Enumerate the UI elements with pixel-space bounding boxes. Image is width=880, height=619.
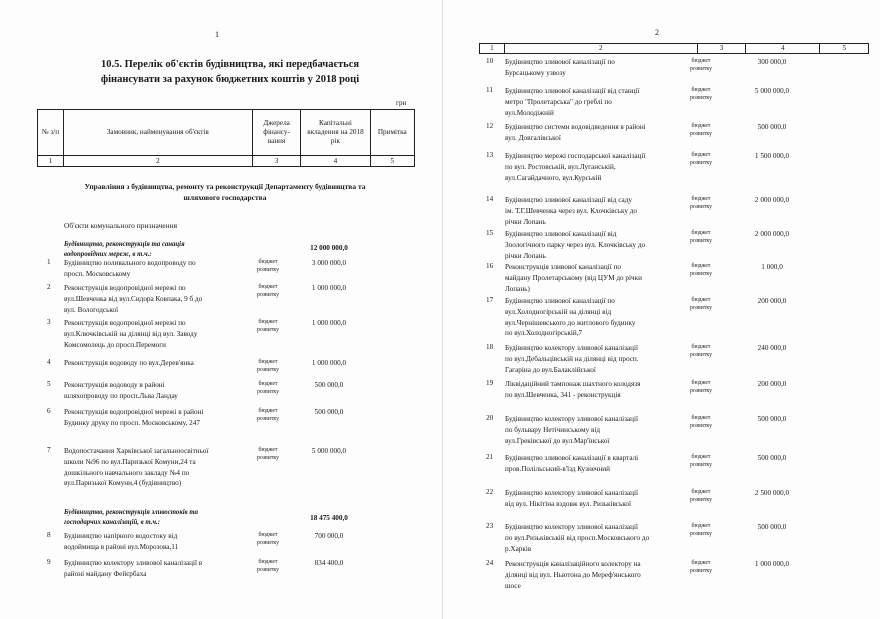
- row-number: 2: [47, 283, 51, 291]
- group-line-2: господарчих каналізацій, в т.ч.:: [64, 519, 160, 526]
- object-name-line: Будівництво колектору зливової каналізації: [505, 489, 638, 497]
- title-line-1: 10.5. Перелік об'єктів будівництва, які передбачається: [100, 59, 360, 70]
- funding-source: [248, 558, 288, 574]
- object-name: [505, 86, 705, 118]
- object-name-line: вул.Ключківській на ділянці від вул. Заводу: [64, 329, 198, 338]
- funding-source: [681, 453, 721, 469]
- object-name: [64, 283, 254, 315]
- funding-source-line: розвитку: [689, 305, 713, 311]
- object-name-line: річки Лопань: [505, 251, 546, 260]
- object-name-line: Будівництво зливової каналізації в кварталі: [505, 454, 639, 462]
- funding-source-line: розвитку: [256, 455, 280, 461]
- funding-source-line: розвитку: [256, 292, 280, 298]
- funding-source-line: розвитку: [689, 423, 713, 429]
- object-name-line: Будівництво зливової каналізації від станції: [505, 87, 640, 95]
- funding-source-line: бюджет: [691, 58, 711, 64]
- subsection-heading: Об'єкти комунального призначення: [64, 221, 178, 230]
- row-number: 17: [486, 296, 494, 304]
- funding-source-line: бюджет: [691, 230, 711, 236]
- object-name: [505, 229, 705, 261]
- funding-source-line: розвитку: [256, 540, 280, 546]
- funding-source-line: розвитку: [256, 567, 280, 573]
- page-number: 1: [215, 30, 219, 39]
- funding-source-line: розвитку: [256, 327, 280, 333]
- object-name: [505, 57, 705, 79]
- header-num-2: 2: [63, 156, 252, 167]
- row-number: 7: [47, 446, 51, 454]
- object-name: [505, 122, 705, 144]
- funding-source-line: бюджет: [691, 123, 711, 129]
- object-name-line: Будівництво колектору зливової каналізації: [505, 415, 638, 423]
- funding-source-line: розвитку: [689, 352, 713, 358]
- funding-source-line: розвитку: [256, 367, 280, 373]
- investment-value: 500 000,0: [314, 381, 344, 389]
- row-number: 24: [486, 559, 494, 567]
- funding-source: [681, 262, 721, 278]
- investment-value: 240 000,0: [757, 344, 787, 352]
- object-name-line: дошкільного навчального закладу №4 по: [64, 468, 190, 477]
- row-number: 22: [486, 488, 494, 496]
- object-name-line: Будівництво напірного водостоку від: [64, 532, 178, 540]
- row-number: 19: [486, 379, 494, 387]
- investment-value: 2 000 000,0: [754, 230, 790, 238]
- investment-value: 2 500 000,0: [754, 489, 790, 497]
- funding-source: [681, 559, 721, 575]
- row-number: 1: [47, 258, 51, 266]
- object-name-line: Будівництво зливової каналізації по: [505, 297, 615, 305]
- funding-source-line: бюджет: [258, 447, 278, 453]
- investment-value: 300 000,0: [757, 58, 787, 66]
- object-name-line: метро "Пролетарська" до греблі по: [505, 97, 612, 106]
- funding-source: [681, 343, 721, 359]
- row-number: 16: [486, 262, 494, 270]
- object-name-line: Будівництво зливової каналізації від саду: [505, 196, 632, 204]
- row-number: 18: [486, 343, 494, 351]
- group-heading-water: [64, 240, 185, 260]
- object-name-line: по вул.Холодногірській,7: [505, 329, 583, 338]
- object-name: [505, 343, 705, 375]
- investment-value: 200 000,0: [757, 297, 787, 305]
- object-name: [64, 318, 254, 350]
- object-name-line: шосе: [505, 581, 521, 590]
- investment-value: 1 000 000,0: [754, 560, 790, 568]
- funding-source-line: бюджет: [691, 380, 711, 386]
- row-number: 5: [47, 380, 51, 388]
- funding-source: [248, 446, 288, 462]
- object-name-line: вул.Сагайдачного, вул.Курській: [505, 173, 602, 182]
- funding-source-line: бюджет: [691, 560, 711, 566]
- funding-source-line: розвитку: [689, 95, 713, 101]
- object-name: [64, 558, 254, 580]
- row-number: 3: [47, 318, 51, 326]
- title-line-2: фінансувати за рахунок бюджетних коштів у 2018 році: [100, 74, 360, 85]
- object-name-line: вул. Вологодської: [64, 305, 119, 314]
- header-num-4: 4: [301, 156, 370, 167]
- header-num-3: 3: [697, 44, 746, 54]
- object-name-line: Реконструкція водопровідної мережі по: [64, 284, 186, 292]
- header-col-name: Замовник, найменування об'єктів: [63, 110, 252, 156]
- section-line-2: шляхового господарства: [183, 193, 267, 202]
- object-name: [64, 258, 254, 280]
- object-name-line: Будівництво системи водовідведення в районі: [505, 123, 646, 131]
- row-number: 14: [486, 195, 494, 203]
- funding-source: [248, 283, 288, 299]
- investment-value: 5 000 000,0: [754, 87, 790, 95]
- funding-source-line: бюджет: [258, 408, 278, 414]
- object-name-line: ім. Т.Г.Шевченка через вул. Клочківську до: [505, 206, 637, 215]
- funding-source-line: розвитку: [689, 160, 713, 166]
- header-num-1: 1: [38, 156, 64, 167]
- object-name-line: Будівництво зливової каналізації від: [505, 230, 617, 238]
- investment-value: 834 400,0: [314, 559, 344, 567]
- funding-source-line: бюджет: [691, 196, 711, 202]
- object-name-line: Комсомолець до просп.Перемоги: [64, 340, 167, 349]
- investment-value: 1 000 000,0: [311, 359, 347, 367]
- object-name-line: школи №96 по вул.Паризької Комуни,24 та: [64, 457, 196, 466]
- funding-source-line: бюджет: [258, 559, 278, 565]
- right-page: [442, 0, 880, 619]
- object-name-line: Будинку друку по просп. Московському, 247: [64, 418, 200, 427]
- funding-source: [248, 380, 288, 396]
- funding-source-line: бюджет: [258, 259, 278, 265]
- funding-source-line: бюджет: [258, 319, 278, 325]
- object-name: [64, 531, 254, 553]
- investment-value: 500 000,0: [314, 408, 344, 416]
- object-name-line: Реконструкція водопровідної мережі по: [64, 319, 186, 327]
- object-name: [505, 262, 705, 294]
- object-name: [64, 358, 254, 369]
- object-name-line: Ліквідаційний тампонаж шахтного колодязя: [505, 380, 641, 388]
- funding-source: [681, 86, 721, 102]
- funding-source: [248, 531, 288, 547]
- group-heading-sewer: [64, 508, 198, 528]
- object-name-line: вул.Паризької Комуни,4 (будівництво): [64, 479, 182, 488]
- header-num-5: 5: [370, 156, 414, 167]
- funding-source-line: розвитку: [689, 462, 713, 468]
- object-name: [505, 296, 705, 339]
- group-line-1: Будівництво, реконструкція зливостоків та: [64, 509, 199, 516]
- object-name-line: водоймища в районі вул.Морозова,11: [64, 542, 179, 551]
- page-number: 2: [655, 28, 659, 37]
- investment-value: 5 000 000,0: [311, 447, 347, 455]
- funding-source: [681, 229, 721, 245]
- object-name-line: р.Харків: [505, 544, 532, 553]
- row-number: 11: [486, 86, 493, 94]
- object-name-line: Будівництво поливального водопроводу по: [64, 259, 196, 267]
- group-line-2: водопровідних мереж, в т.ч.:: [64, 251, 152, 258]
- currency-label: грн: [396, 99, 407, 107]
- investment-value: 3 000 000,0: [311, 259, 347, 267]
- header-num-5: 5: [820, 44, 869, 54]
- object-name-line: Гагаріна до вул.Балаклійської: [505, 365, 596, 374]
- funding-source-line: бюджет: [691, 454, 711, 460]
- object-name-line: вул.Молодіжній: [505, 108, 554, 117]
- row-number: 12: [486, 122, 494, 130]
- table-header: [37, 109, 415, 167]
- funding-source: [248, 258, 288, 274]
- object-name-line: пров.Полільський-в'їзд Кузнечний: [505, 464, 610, 473]
- funding-source-line: розвитку: [256, 267, 280, 273]
- object-name-line: Реконструкція водоводу в районі: [64, 381, 165, 389]
- group-total-sewer: 18 475 400,0: [310, 514, 348, 522]
- funding-source-line: бюджет: [691, 263, 711, 269]
- row-number: 20: [486, 414, 494, 422]
- object-name: [505, 414, 705, 446]
- funding-source-line: розвитку: [689, 497, 713, 503]
- object-name-line: вул.Шевченка від вул.Сидора Ковпака, 9 б до: [64, 294, 203, 303]
- investment-value: 500 000,0: [757, 454, 787, 462]
- object-name: [505, 559, 705, 591]
- object-name-line: Реконструкція каналізаційного колектору на: [505, 560, 641, 568]
- funding-source: [681, 122, 721, 138]
- object-name-line: Лопань): [505, 284, 530, 293]
- investment-value: 500 000,0: [757, 415, 787, 423]
- object-name-line: Будівництво зливової каналізації по: [505, 58, 615, 66]
- row-number: 6: [47, 407, 51, 415]
- object-name-line: Водопостачання Харківської загальноосвітньої: [64, 447, 209, 455]
- object-name-line: Будівництво колектору зливової каналізації: [505, 344, 638, 352]
- object-name: [64, 446, 254, 489]
- funding-source-line: бюджет: [691, 87, 711, 93]
- page-title: [60, 57, 400, 87]
- object-name: [505, 151, 705, 183]
- funding-source-line: розвитку: [689, 131, 713, 137]
- header-col-number: № з/п: [38, 110, 64, 156]
- header-num-1: 1: [480, 44, 505, 54]
- object-name-line: по вул.Шевченка, 341 - реконструкція: [505, 390, 621, 399]
- group-total-water: 12 000 000,0: [310, 244, 348, 252]
- row-number: 9: [47, 558, 51, 566]
- object-name-line: Будівництво колектору зливової каналізації: [505, 523, 638, 531]
- funding-source-line: розвитку: [689, 568, 713, 574]
- object-name-line: річки Лопань: [505, 217, 546, 226]
- investment-value: 1 000 000,0: [311, 319, 347, 327]
- header-col-source: Джерела фінансу-вання: [252, 110, 301, 156]
- funding-source-line: розвитку: [256, 416, 280, 422]
- investment-value: 2 000 000,0: [754, 196, 790, 204]
- row-number: 21: [486, 453, 494, 461]
- object-name-line: вул. Довгалівської: [505, 133, 561, 142]
- object-name-line: Реконструкція зливової каналізації по: [505, 263, 621, 271]
- investment-value: 500 000,0: [757, 523, 787, 531]
- object-name-line: від вул. Нікітіна вздовж вул. Ризьківської: [505, 499, 631, 508]
- section-heading: [40, 181, 410, 203]
- object-name-line: Бурсацькому узвозу: [505, 68, 566, 77]
- object-name-line: по вул.Ризьківській від просп.Московського до: [505, 533, 650, 542]
- funding-source: [681, 414, 721, 430]
- object-name-line: Зоологічного парку через вул. Клочківську до: [505, 240, 646, 249]
- investment-value: 1 500 000,0: [754, 152, 790, 160]
- row-number: 23: [486, 522, 494, 530]
- funding-source: [248, 358, 288, 374]
- funding-source: [681, 379, 721, 395]
- section-line-1: Управління з будівництва, ремонту та реконструкції Департаменту будівництва та: [84, 182, 366, 191]
- funding-source-line: розвитку: [689, 238, 713, 244]
- funding-source-line: розвитку: [689, 388, 713, 394]
- funding-source-line: бюджет: [691, 344, 711, 350]
- funding-source-line: бюджет: [691, 523, 711, 529]
- object-name-line: по бульвару Нетічинському від: [505, 425, 601, 434]
- object-name: [64, 407, 254, 429]
- investment-value: 500 000,0: [757, 123, 787, 131]
- funding-source-line: бюджет: [258, 532, 278, 538]
- investment-value: 700 000,0: [314, 532, 344, 540]
- object-name: [505, 522, 705, 554]
- funding-source-line: бюджет: [691, 152, 711, 158]
- funding-source-line: бюджет: [691, 415, 711, 421]
- object-name-line: вул.Чернішевського до житлового будинку: [505, 318, 636, 327]
- object-name-line: вул.Холодногірській на ділянці від: [505, 307, 612, 316]
- object-name: [505, 488, 705, 510]
- funding-source-line: бюджет: [258, 284, 278, 290]
- object-name-line: ділянці від вул. Ньютона до Мереф'янського: [505, 570, 641, 579]
- table-header: [479, 43, 869, 54]
- funding-source: [248, 407, 288, 423]
- funding-source: [681, 488, 721, 504]
- funding-source: [681, 151, 721, 167]
- funding-source-line: бюджет: [258, 359, 278, 365]
- investment-value: 1 000 000,0: [311, 284, 347, 292]
- object-name: [505, 195, 705, 227]
- header-num-3: 3: [252, 156, 301, 167]
- object-name-line: Будівництво колектору зливової каналізації в: [64, 559, 203, 567]
- header-col-investment: Капітальні вкладення на 2018 рік: [301, 110, 370, 156]
- funding-source: [681, 195, 721, 211]
- object-name-line: районі майдану Фейєрбаха: [64, 569, 147, 578]
- funding-source: [681, 57, 721, 73]
- row-number: 4: [47, 358, 51, 366]
- object-name-line: по вул. Ростовській, вул.Луганській,: [505, 162, 616, 171]
- funding-source-line: бюджет: [258, 381, 278, 387]
- object-name-line: Реконструкція водопровідної мережі в районі: [64, 408, 204, 416]
- row-number: 10: [486, 57, 494, 65]
- funding-source-line: розвитку: [689, 531, 713, 537]
- funding-source-line: розвитку: [689, 271, 713, 277]
- object-name-line: по вул.Дебальцівській на ділянці від просп.: [505, 354, 639, 363]
- row-number: 15: [486, 229, 494, 237]
- header-num-2: 2: [504, 44, 697, 54]
- investment-value: 1 000,0: [761, 263, 783, 271]
- object-name-line: майдану Пролетарському (від ЦУМ до річки: [505, 273, 642, 282]
- object-name-line: Будівництво мережі господарської каналізації: [505, 152, 646, 160]
- object-name-line: вул.Греківської до вул.Мар'їнської: [505, 436, 610, 445]
- object-name-line: просп. Московському: [64, 269, 131, 278]
- funding-source: [248, 318, 288, 334]
- object-name-line: шляхопроводу по просп.Льва Ландау: [64, 391, 178, 400]
- object-name: [64, 380, 254, 402]
- group-line-1: Будівництво, реконструкція та санація: [64, 241, 185, 248]
- funding-source-line: бюджет: [691, 297, 711, 303]
- funding-source-line: розвитку: [256, 389, 280, 395]
- funding-source-line: розвитку: [689, 204, 713, 210]
- funding-source-line: бюджет: [691, 489, 711, 495]
- object-name: [505, 379, 705, 401]
- funding-source-line: розвитку: [689, 66, 713, 72]
- funding-source: [681, 522, 721, 538]
- funding-source: [681, 296, 721, 312]
- row-number: 13: [486, 151, 494, 159]
- header-col-note: Примітка: [370, 110, 414, 156]
- header-num-4: 4: [746, 44, 820, 54]
- investment-value: 200 000,0: [757, 380, 787, 388]
- object-name: [505, 453, 705, 475]
- object-name-line: Реконструкція водоводу по вул.Дерев'янка: [64, 359, 194, 367]
- row-number: 8: [47, 531, 51, 539]
